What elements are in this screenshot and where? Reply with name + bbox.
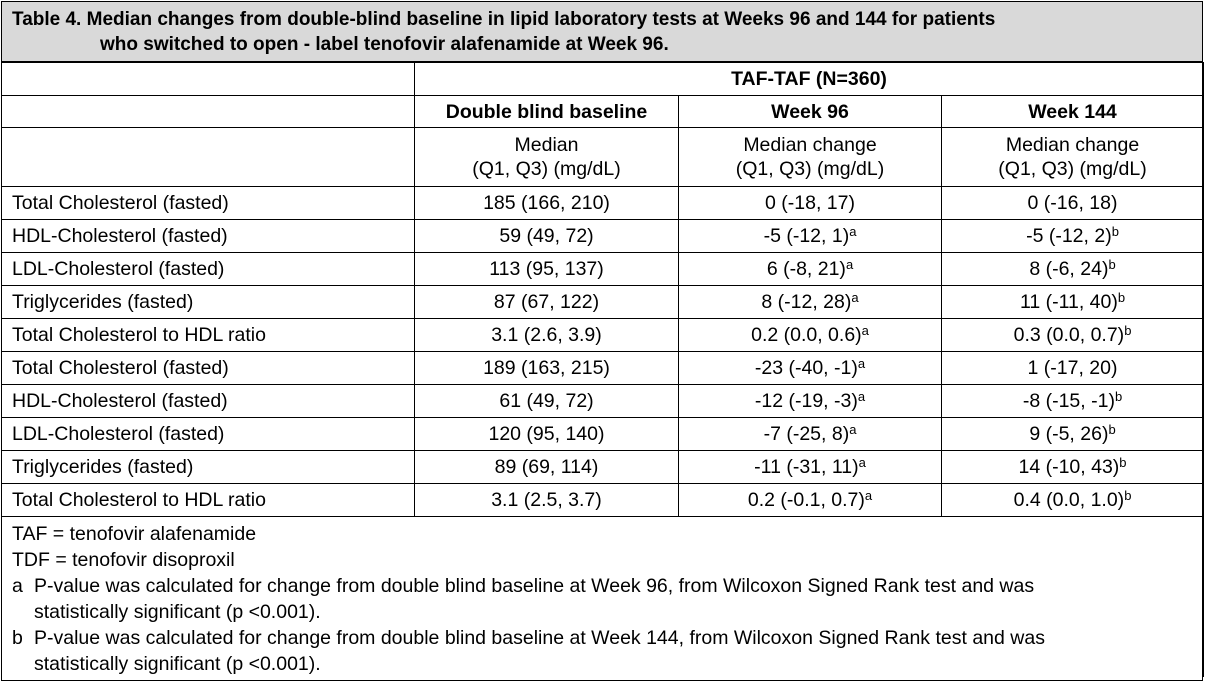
table-row xyxy=(2,319,1204,352)
footnote-a: a P-value was calculated for change from double blind baseline at Week 96, from Wilcoxon Signed Rank test and was statistically significant (p <0.001). xyxy=(12,575,1035,623)
baseline-cell: 89 (69, 114) xyxy=(415,451,679,484)
footnote-marker: b xyxy=(1108,257,1116,272)
week-144-cell: 9 (-5, 26)$^b$ xyxy=(942,418,1204,451)
table-row xyxy=(2,484,1204,517)
footnote-marker: a xyxy=(849,224,857,239)
week-144-cell: -8 (-15, -1)$^b$ xyxy=(942,385,1204,418)
footnote-marker: a xyxy=(845,257,854,272)
table-row xyxy=(2,451,1204,484)
week-144-cell: 0.4 (0.0, 1.0)$^b$ xyxy=(942,484,1204,517)
table-row xyxy=(2,187,1204,220)
footnote-marker: b xyxy=(1117,290,1126,305)
table-row xyxy=(2,352,1204,385)
subheader-week-144: Median change (Q1, Q3) (mg/dL) xyxy=(942,128,1204,187)
footnote-marker: b xyxy=(1119,455,1127,470)
header-units-row xyxy=(2,128,1204,187)
row-label: Total Cholesterol (fasted) xyxy=(2,352,415,385)
row-label: Total Cholesterol to HDL ratio xyxy=(2,319,415,352)
week-96-cell: -7 (-25, 8)$^a$ xyxy=(679,418,942,451)
baseline-cell: 87 (67, 122) xyxy=(415,286,679,319)
header-column-row xyxy=(2,96,1204,128)
row-label: Triglycerides (fasted) xyxy=(2,286,415,319)
week-96-cell: -23 (-40, -1)$^a$ xyxy=(679,352,942,385)
footnote-tdf: TDF = tenofovir disoproxil xyxy=(12,549,235,571)
baseline-cell: 120 (95, 140) xyxy=(415,418,679,451)
column-header-week-144: Week 144 xyxy=(942,96,1204,128)
footnote-marker: a xyxy=(857,356,866,371)
subheader-baseline: Median (Q1, Q3) (mg/dL) xyxy=(415,128,679,187)
lipid-table xyxy=(1,62,1204,677)
footnote-marker: a xyxy=(851,290,859,305)
baseline-cell: 113 (95, 137) xyxy=(415,253,679,286)
footnote-marker: b xyxy=(1114,389,1123,404)
table-row xyxy=(2,418,1204,451)
column-header-week-96: Week 96 xyxy=(679,96,942,128)
title-line-1: Table 4. Median changes from double-blind baseline in lipid laboratory tests at Weeks 96 and 144 for patients xyxy=(12,9,996,30)
footnote-marker: a xyxy=(864,488,873,503)
footnote-marker: b xyxy=(1124,488,1132,503)
week-144-cell: 0 (-16, 18) xyxy=(942,187,1204,220)
week-96-cell: -12 (-19, -3)$^a$ xyxy=(679,385,942,418)
week-96-cell: 6 (-8, 21)$^a$ xyxy=(679,253,942,286)
row-label: LDL-Cholesterol (fasted) xyxy=(2,418,415,451)
footnote-marker: a xyxy=(857,389,866,404)
header-group-label: TAF-TAF (N=360) xyxy=(415,63,1204,96)
footnote-marker: b xyxy=(1111,224,1119,239)
row-label: LDL-Cholesterol (fasted) xyxy=(2,253,415,286)
week-96-cell: -5 (-12, 1)$^a$ xyxy=(679,220,942,253)
header-group-row xyxy=(2,63,1204,96)
footnote-b: b P-value was calculated for change from double blind baseline at Week 144, from Wilcoxon Signed Rank test and was statistically significant (p <0.001). xyxy=(12,627,1045,675)
week-96-cell: 0 (-18, 17) xyxy=(679,187,942,220)
footnote-marker: a xyxy=(858,455,866,470)
footnotes xyxy=(2,517,1204,678)
row-label: Total Cholesterol (fasted) xyxy=(2,187,415,220)
row-label: HDL-Cholesterol (fasted) xyxy=(2,385,415,418)
table-frame xyxy=(1,1,1203,681)
table-title xyxy=(2,2,1202,62)
header-empty-cell xyxy=(2,96,415,128)
footnote-marker: b xyxy=(1108,422,1116,437)
week-144-cell: 0.3 (0.0, 0.7)$^b$ xyxy=(942,319,1204,352)
baseline-cell: 3.1 (2.6, 3.9) xyxy=(415,319,679,352)
footnote-marker: a xyxy=(861,323,869,338)
week-96-cell: 0.2 (-0.1, 0.7)$^a$ xyxy=(679,484,942,517)
baseline-cell: 185 (166, 210) xyxy=(415,187,679,220)
header-empty-cell xyxy=(2,128,415,187)
table-row xyxy=(2,220,1204,253)
table-row xyxy=(2,253,1204,286)
week-144-cell: -5 (-12, 2)$^b$ xyxy=(942,220,1204,253)
week-96-cell: 8 (-12, 28)$^a$ xyxy=(679,286,942,319)
row-label: HDL-Cholesterol (fasted) xyxy=(2,220,415,253)
week-144-cell: 11 (-11, 40)$^b$ xyxy=(942,286,1204,319)
baseline-cell: 189 (163, 215) xyxy=(415,352,679,385)
week-144-cell: 1 (-17, 20) xyxy=(942,352,1204,385)
week-96-cell: -11 (-31, 11)$^a$ xyxy=(679,451,942,484)
footnote-marker: b xyxy=(1124,323,1132,338)
subheader-week-96: Median change (Q1, Q3) (mg/dL) xyxy=(679,128,942,187)
row-label: Triglycerides (fasted) xyxy=(2,451,415,484)
footnote-taf: TAF = tenofovir alafenamide xyxy=(12,523,257,545)
week-144-cell: 8 (-6, 24)$^b$ xyxy=(942,253,1204,286)
table-row xyxy=(2,385,1204,418)
column-header-baseline: Double blind baseline xyxy=(415,96,679,128)
week-144-cell: 14 (-10, 43)$^b$ xyxy=(942,451,1204,484)
title-line-2: who switched to open - label tenofovir alafenamide at Week 96. xyxy=(100,34,669,55)
baseline-cell: 3.1 (2.5, 3.7) xyxy=(415,484,679,517)
week-96-cell: 0.2 (0.0, 0.6)$^a$ xyxy=(679,319,942,352)
header-empty-cell xyxy=(2,63,415,96)
baseline-cell: 61 (49, 72) xyxy=(415,385,679,418)
baseline-cell: 59 (49, 72) xyxy=(415,220,679,253)
footnote-marker: a xyxy=(849,422,857,437)
row-label: Total Cholesterol to HDL ratio xyxy=(2,484,415,517)
table-row xyxy=(2,286,1204,319)
